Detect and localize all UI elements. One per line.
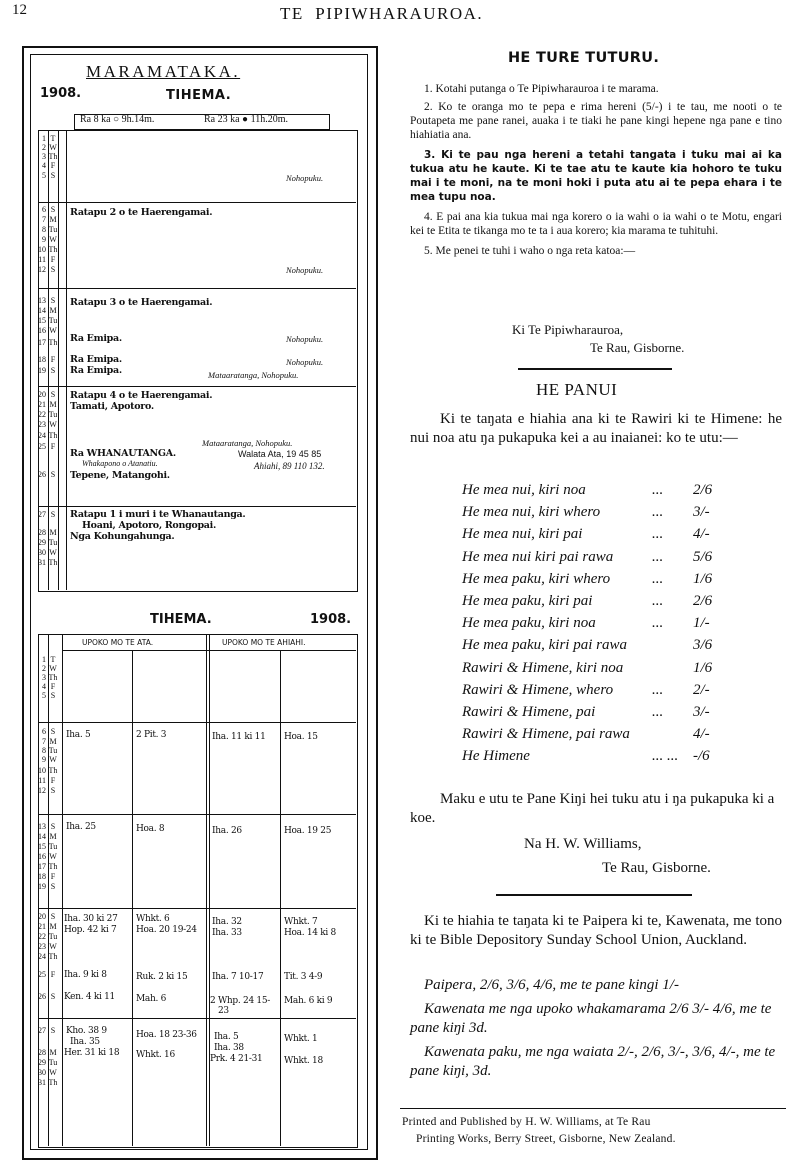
entry-sunday-3-advent: Ratapu 3 o te Haerengamai. <box>70 297 213 308</box>
cal-day-number: 10 <box>38 245 46 254</box>
read-day-number: 1 <box>42 655 46 664</box>
read-day-number: 19 <box>38 882 46 891</box>
read-weekday: Th <box>48 673 58 682</box>
rule-4: 4. E pai ana kia tukua mai nga korero o ia wahi o ia wahi o te Motu, engari kei te Etita te tikanga mo te ta i aua korero; kia marama te tuhituhi. <box>410 211 782 237</box>
read-day-number: 7 <box>42 737 46 746</box>
read-weekday: W <box>49 755 57 764</box>
divider-1 <box>518 368 672 370</box>
read-day-number: 15 <box>38 842 46 851</box>
read-weekday: Th <box>48 862 58 871</box>
cal-weekday: M <box>49 528 57 537</box>
reading-w4-c1: Iha. 32 <box>212 917 242 927</box>
read-weekday: W <box>49 1068 57 1077</box>
moon-phase-2-label: Ra 23 ka <box>204 114 240 125</box>
bible-notice: Ki te hiahia te taŋata ki te Paipera ki te, Kawenata, me tono ki te Bible Depository Sunday School Union, Auckland. <box>410 913 782 948</box>
read-day-number: 17 <box>38 862 46 871</box>
entry-ember-19: Ra Emipa. <box>70 365 122 376</box>
reading-w5-a1: Kho. 38 9 <box>66 1026 107 1036</box>
cal-day-number: 23 <box>38 420 46 429</box>
price-item-price: 4/- <box>693 726 710 743</box>
cal-weekday: S <box>50 470 56 479</box>
price-item-name: He mea paku, kiri pai <box>462 593 593 609</box>
reading-w4-a2: Hop. 42 ki 7 <box>64 925 117 935</box>
reading-w5-a2: Iha. 35 <box>70 1037 100 1047</box>
cal-weekday: F <box>50 442 56 451</box>
read-day-number: 3 <box>42 673 46 682</box>
cal-day-number: 22 <box>38 410 46 419</box>
entry-ember-18-note: Nohopuku. <box>286 357 324 367</box>
cal-day-number: 20 <box>38 390 46 399</box>
cal-day-number: 26 <box>38 470 46 479</box>
price-item-price: 2/- <box>693 681 710 698</box>
moon-phase-1-time: 9h.14m. <box>121 114 155 125</box>
moon-phase-1-label: Ra 8 ka <box>80 114 111 125</box>
read-weekday: Th <box>48 1078 58 1087</box>
cal-day-number: 25 <box>38 442 46 451</box>
price-item-dots: ... <box>652 482 664 498</box>
reading-w4-d1: Whkt. 7 <box>284 917 318 927</box>
cal-day-number: 15 <box>38 316 46 325</box>
reading-w5-d2: Whkt. 18 <box>284 1056 323 1066</box>
cal-day-number: 16 <box>38 326 46 335</box>
price-item-dots: ... <box>652 593 664 609</box>
cal-weekday: S <box>50 510 56 519</box>
read-weekday: M <box>49 737 57 746</box>
footer-rule <box>400 1108 786 1109</box>
rule-3: 3. Ki te pau nga hereni a tetahi tangata i tuku mai ai ka tukua atu he kaute. Ki te tae atu te kaute kia hohoro te tuku mai i te moni, na te moni hoki i puta atu ai te pepa ehara i te mea tupu noa. <box>410 149 782 203</box>
read-weekday: F <box>50 970 56 979</box>
read-weekday: W <box>49 852 57 861</box>
rule-5: 5. Me penei te tuhi i waho o nga reta katoa:— <box>424 245 636 257</box>
price-item-price: 3/- <box>693 704 710 720</box>
cal-weekday: S <box>50 296 56 305</box>
price-item-dots: ... <box>652 504 664 521</box>
read-day-number: 9 <box>42 755 46 764</box>
rules-heading: HE TURE TUTURU. <box>508 50 660 66</box>
price-item-dots: ... <box>652 704 664 720</box>
cal-day-number: 9 <box>42 235 46 244</box>
read-weekday: T <box>50 655 56 664</box>
price-item-name: He mea paku, kiri pai rawa <box>462 637 627 654</box>
cal-day-number: 21 <box>38 400 46 409</box>
reading-w5-c2: Iha. 38 <box>214 1043 244 1053</box>
panui-signature-1: Na H. W. Williams, <box>524 836 642 852</box>
full-moon-icon: ● <box>242 114 249 125</box>
read-weekday: Th <box>48 952 58 961</box>
reading-e26-c1: 2 Whp. 24 15- <box>210 996 271 1006</box>
reading-w5-c3: Prk. 4 21-31 <box>210 1054 263 1064</box>
read-day-number: 13 <box>38 822 46 831</box>
price-item-dots: ... <box>652 548 664 565</box>
price-item-dots: ... <box>652 526 664 543</box>
reading-w4-b1: Whkt. 6 <box>136 914 170 924</box>
reading-w4-c2: Iha. 33 <box>212 928 242 938</box>
cal-day-number: 29 <box>38 538 46 547</box>
read-day-number: 11 <box>38 776 46 785</box>
read-day-number: 30 <box>38 1068 46 1077</box>
price-item-name: He mea nui kiri pai rawa <box>462 548 614 565</box>
cal-day-number: 18 <box>38 355 46 364</box>
price-item-name: He mea nui, kiri noa <box>462 482 586 498</box>
price-item-price: -/6 <box>693 748 710 765</box>
reading-w2-c: Iha. 11 ki 11 <box>212 732 266 742</box>
read-day-number: 12 <box>38 786 46 795</box>
readings-year: 1908. <box>310 612 352 627</box>
reading-e25-b: Ruk. 2 ki 15 <box>136 972 188 982</box>
cal-weekday: Th <box>48 245 58 254</box>
cal-day-number: 17 <box>38 338 46 347</box>
read-day-number: 5 <box>42 691 46 700</box>
read-weekday: S <box>50 691 56 700</box>
read-weekday: Th <box>48 766 58 775</box>
cal-day-number: 1 <box>42 134 46 143</box>
cal-day-number: 8 <box>42 225 46 234</box>
price-item-name: Rawiri & Himene, whero <box>462 681 614 698</box>
price-item-price: 4/- <box>693 526 710 543</box>
cal-weekday: S <box>50 171 56 180</box>
reading-w4-a1: Iha. 30 ki 27 <box>64 914 118 924</box>
reading-w5-a3: Her. 31 ki 18 <box>64 1048 120 1058</box>
reading-w3-a: Iha. 25 <box>66 822 96 832</box>
cal-weekday: Tu <box>48 316 58 325</box>
bible-prices-3: Kawenata paku, me nga waiata 2/-, 2/6, 3/-, 3/6, 4/-, me te pane kiŋi, 3d. <box>410 1044 776 1079</box>
read-day-number: 18 <box>38 872 46 881</box>
read-weekday: M <box>49 832 57 841</box>
cal-weekday: W <box>49 326 57 335</box>
read-day-number: 27 <box>38 1026 46 1035</box>
cal-weekday: M <box>49 215 57 224</box>
read-weekday: W <box>49 942 57 951</box>
cal-day-number: 31 <box>38 558 46 567</box>
read-day-number: 25 <box>38 970 46 979</box>
cal-day-number: 12 <box>38 265 46 274</box>
col-header-evening: UPOKO MO TE AHIAHI. <box>222 638 306 647</box>
col-header-morning: UPOKO MO TE ATA. <box>82 638 154 647</box>
price-item-dots: ... <box>652 570 664 587</box>
reading-w5-d1: Whkt. 1 <box>284 1034 318 1044</box>
price-item-name: He mea paku, kiri whero <box>462 570 611 587</box>
cal-day-number: 3 <box>42 152 46 161</box>
cal-weekday: T <box>50 134 56 143</box>
entry-christmas-psalms: Walata Ata, 19 45 85 <box>238 449 322 459</box>
moon-phase-2-time: 11h.20m. <box>250 114 289 125</box>
reading-w5-c1: Iha. 5 <box>214 1032 239 1042</box>
entry-stephen-martyr: Tepene, Matangohi. <box>70 470 170 481</box>
reading-e25-c: Iha. 7 10-17 <box>212 972 264 982</box>
panui-closing: Maku e utu te Pane Kiŋi hei tuku atu i ŋa pukapuka ki a koe. <box>410 791 775 826</box>
page-title: TE PIPIWHARAUROA. <box>280 4 484 23</box>
entry-sunday-2-advent: Ratapu 2 o te Haerengamai. <box>70 207 213 218</box>
read-weekday: S <box>50 912 56 921</box>
read-day-number: 31 <box>38 1078 46 1087</box>
entry-ember-19-note: Mataaratanga, Nohopuku. <box>208 370 299 380</box>
read-day-number: 26 <box>38 992 46 1001</box>
entry-holy-innocents: Nga Kohungahunga. <box>70 531 175 542</box>
price-item-dots: ... <box>652 615 664 632</box>
price-item-name: Rawiri & Himene, kiri noa <box>462 659 624 676</box>
price-item-price: 1/6 <box>693 659 713 676</box>
read-weekday: S <box>50 992 56 1001</box>
read-day-number: 6 <box>42 727 46 736</box>
entry-nohopuku-12: Nohopuku. <box>286 265 324 275</box>
cal-day-number: 4 <box>42 161 46 170</box>
cal-day-number: 7 <box>42 215 46 224</box>
read-weekday: S <box>50 822 56 831</box>
cal-weekday: W <box>49 548 57 557</box>
cal-weekday: W <box>49 235 57 244</box>
entry-vigil-24: Mataaratanga, Nohopuku. <box>202 438 293 448</box>
cal-day-number: 2 <box>42 143 46 152</box>
cal-day-number: 30 <box>38 548 46 557</box>
cal-weekday: S <box>50 366 56 375</box>
cal-weekday: M <box>49 400 57 409</box>
calendar-month: TIHEMA. <box>166 88 232 103</box>
price-item-name: He Himene <box>462 748 530 765</box>
read-day-number: 16 <box>38 852 46 861</box>
cal-day-number: 5 <box>42 171 46 180</box>
entry-ember-16-note: Nohopuku. <box>286 334 324 344</box>
reading-e26-c2: 23 <box>218 1006 229 1016</box>
cal-weekday: Tu <box>48 410 58 419</box>
read-day-number: 14 <box>38 832 46 841</box>
rules-address-1: Ki Te Pipiwharauroa, <box>512 322 624 337</box>
entry-athanasian-creed: Whakapono o Atanatiu. <box>82 459 158 468</box>
entry-sunday-4-advent: Ratapu 4 o te Haerengamai. <box>70 390 213 401</box>
cal-weekday: Th <box>48 152 58 161</box>
footer-line-1: Printed and Published by H. W. Williams, at Te Rau <box>402 1116 651 1128</box>
read-weekday: Tu <box>48 842 58 851</box>
entry-ember-18: Ra Emipa. <box>70 354 122 365</box>
price-item-dots: ... <box>652 681 664 698</box>
reading-w3-c: Iha. 26 <box>212 826 242 836</box>
cal-weekday: S <box>50 205 56 214</box>
entry-nohopuku-5: Nohopuku. <box>286 173 324 183</box>
reading-e25-d: Tit. 3 4-9 <box>284 972 323 982</box>
reading-w2-b: 2 Pit. 3 <box>136 730 167 740</box>
panui-intro: Ki te taŋata e hiahia ana ki te Rawiri ki te Himene: he nui noa atu ŋa pukapuka kei a au inaianei: ko te utu:— <box>410 411 782 446</box>
moon-phase-2 <box>204 114 288 125</box>
reading-w4-b2: Hoa. 20 19-24 <box>136 925 197 935</box>
reading-w5-b1: Hoa. 18 23-36 <box>136 1030 197 1040</box>
cal-weekday: F <box>50 161 56 170</box>
calendar-year: 1908. <box>40 86 82 101</box>
first-quarter-icon: ○ <box>113 114 120 125</box>
cal-day-number: 11 <box>38 255 46 264</box>
bible-prices-1: Paipera, 2/6, 3/6, 4/6, me te pane kingi 1/- <box>424 977 679 993</box>
page-number: 12 <box>12 2 27 18</box>
cal-weekday: Th <box>48 338 58 347</box>
reading-e26-a: Ken. 4 ki 11 <box>64 992 115 1002</box>
footer-line-2: Printing Works, Berry Street, Gisborne, New Zealand. <box>416 1133 676 1145</box>
cal-day-number: 14 <box>38 306 46 315</box>
price-item-name: Rawiri & Himene, pai <box>462 704 596 720</box>
price-item-price: 2/6 <box>693 593 713 609</box>
divider-2 <box>496 894 692 896</box>
reading-w3-d: Hoa. 19 25 <box>284 826 332 836</box>
panui-signature-2: Te Rau, Gisborne. <box>602 860 711 876</box>
price-item-dots: ... ... <box>652 748 679 765</box>
read-day-number: 4 <box>42 682 46 691</box>
read-day-number: 29 <box>38 1058 46 1067</box>
rules-list <box>410 82 782 258</box>
moon-phase-1 <box>80 114 154 125</box>
cal-weekday: F <box>50 355 56 364</box>
price-item-price: 3/6 <box>693 637 713 654</box>
reading-e25-a: Iha. 9 ki 8 <box>64 970 107 980</box>
cal-weekday: Tu <box>48 538 58 547</box>
reading-w2-d: Hoa. 15 <box>284 732 318 742</box>
price-item-price: 5/6 <box>693 548 713 565</box>
rule-2: 2. Ko te oranga mo te pepa e rima hereni (5/-) i te tau, me nooti o te Poutapeta me pane ranei, auaka i te tiaki he pane kingi hepene nga pane e tino hiahiatia ana. <box>410 101 782 141</box>
rule-1: 1. Kotahi putanga o Te Pipiwharauroa i te marama. <box>424 83 659 95</box>
calendar-title: MARAMATAKA. <box>86 62 241 81</box>
cal-weekday: W <box>49 143 57 152</box>
entry-ember-16: Ra Emipa. <box>70 333 122 344</box>
cal-weekday: W <box>49 420 57 429</box>
price-item-name: He mea paku, kiri noa <box>462 615 596 632</box>
cal-day-number: 27 <box>38 510 46 519</box>
entry-sunday-after-christmas: Ratapu 1 i muri i te Whanautanga. <box>70 509 246 520</box>
read-day-number: 21 <box>38 922 46 931</box>
cal-day-number: 24 <box>38 431 46 440</box>
panui-heading: HE PANUI <box>536 380 618 399</box>
entry-christmas-day: Ra WHANAUTANGA. <box>70 448 176 459</box>
bible-prices-2: Kawenata me nga upoko whakamarama 2/6 3/- 4/6, me te pane kiŋi 3d. <box>410 1001 772 1036</box>
price-item-name: He mea nui, kiri pai <box>462 526 583 543</box>
read-weekday: Tu <box>48 932 58 941</box>
cal-weekday: Th <box>48 431 58 440</box>
rules-address-2: Te Rau, Gisborne. <box>590 340 685 355</box>
read-day-number: 23 <box>38 942 46 951</box>
cal-day-number: 6 <box>42 205 46 214</box>
readings-grid <box>38 634 358 1148</box>
cal-weekday: S <box>50 265 56 274</box>
reading-w3-b: Hoa. 8 <box>136 824 165 834</box>
read-weekday: S <box>50 786 56 795</box>
reading-w4-d2: Hoa. 14 ki 8 <box>284 928 336 938</box>
read-weekday: M <box>49 922 57 931</box>
price-item-price: 1/6 <box>693 570 713 587</box>
readings-month: TIHEMA. <box>150 612 212 627</box>
entry-john-evangelist: Hoani, Apotoro, Rongopai. <box>82 520 216 531</box>
cal-day-number: 13 <box>38 296 46 305</box>
read-weekday: F <box>50 776 56 785</box>
price-item-name: Rawiri & Himene, pai rawa <box>462 726 630 743</box>
read-weekday: Tu <box>48 746 58 755</box>
read-day-number: 20 <box>38 912 46 921</box>
read-day-number: 24 <box>38 952 46 961</box>
price-item-price: 2/6 <box>693 482 713 498</box>
read-weekday: S <box>50 1026 56 1035</box>
cal-weekday: F <box>50 255 56 264</box>
read-weekday: F <box>50 872 56 881</box>
read-weekday: M <box>49 1048 57 1057</box>
cal-day-number: 19 <box>38 366 46 375</box>
read-day-number: 2 <box>42 664 46 673</box>
price-item-price: 3/- <box>693 504 710 521</box>
reading-w5-b2: Whkt. 16 <box>136 1050 175 1060</box>
price-item-price: 1/- <box>693 615 710 632</box>
reading-e26-b: Mah. 6 <box>136 994 167 1004</box>
read-weekday: W <box>49 664 57 673</box>
read-weekday: S <box>50 882 56 891</box>
read-day-number: 10 <box>38 766 46 775</box>
read-day-number: 28 <box>38 1048 46 1057</box>
cal-weekday: Tu <box>48 225 58 234</box>
cal-weekday: M <box>49 306 57 315</box>
entry-thomas-apostle: Tamati, Apotoro. <box>70 401 154 412</box>
entry-christmas-evening-psalms: Ahiahi, 89 110 132. <box>254 461 325 471</box>
cal-day-number: 28 <box>38 528 46 537</box>
cal-weekday: S <box>50 390 56 399</box>
read-weekday: S <box>50 727 56 736</box>
read-weekday: Tu <box>48 1058 58 1067</box>
reading-w2-a: Iha. 5 <box>66 730 91 740</box>
read-day-number: 8 <box>42 746 46 755</box>
cal-weekday: Th <box>48 558 58 567</box>
price-item-name: He mea nui, kiri whero <box>462 504 601 521</box>
read-weekday: F <box>50 682 56 691</box>
read-day-number: 22 <box>38 932 46 941</box>
reading-e26-d: Mah. 6 ki 9 <box>284 996 333 1006</box>
